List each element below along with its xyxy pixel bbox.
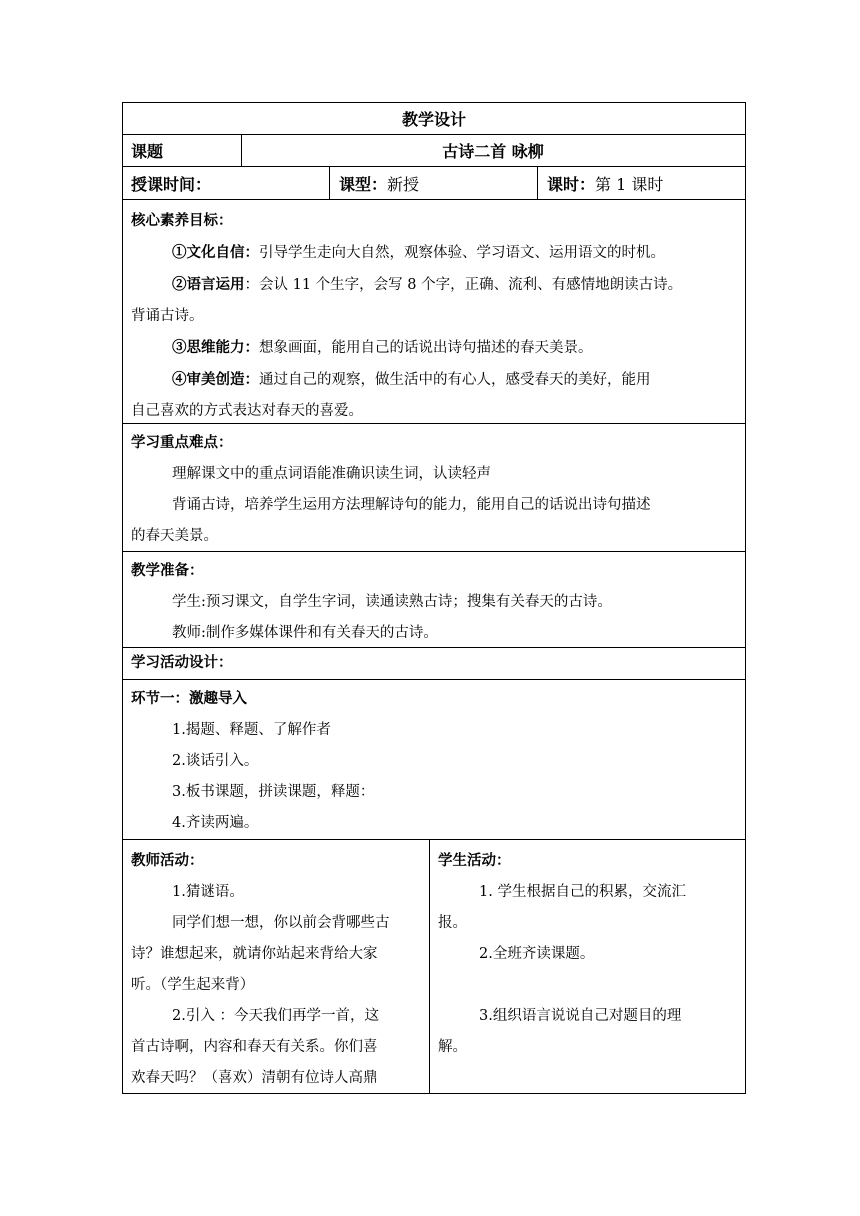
stage1-section xyxy=(123,680,745,840)
table-title: 教学设计 xyxy=(401,110,466,129)
key-points-heading: 学习重点难点： xyxy=(131,435,233,451)
teacher-activity-cell xyxy=(123,840,429,1093)
student-activity-line: 1. 学生根据自己的积累，交流汇 xyxy=(479,884,686,900)
preparation-section xyxy=(123,552,745,648)
student-activity-line: 解。 xyxy=(438,1039,467,1055)
goal-thinking: ③思维能力：想象画面，能用自己的话说出诗句描述的春天美景。 xyxy=(172,339,593,356)
teacher-activity-line: 听。（学生起来背） xyxy=(131,977,255,993)
goal-language-cont: 背诵古诗。 xyxy=(131,308,204,324)
period-label: 课时： xyxy=(547,174,596,194)
preparation-teacher: 教师:制作多媒体课件和有关春天的古诗。 xyxy=(172,625,438,641)
student-activity-cell xyxy=(430,840,745,1093)
topic-value: 古诗二首 咏柳 xyxy=(442,142,544,161)
student-activity-line: 报。 xyxy=(438,915,467,931)
teacher-activity-line: 1.猜谜语。 xyxy=(172,884,244,900)
period-value: 第 1 课时 xyxy=(595,174,664,194)
preparation-heading: 教学准备： xyxy=(131,563,204,579)
activity-design-row xyxy=(123,648,745,680)
lesson-plan-table xyxy=(122,102,746,1094)
table-title-row xyxy=(123,103,745,135)
teacher-activity-line: 2.引入 ：今天我们再学一首，这 xyxy=(172,1008,379,1024)
teacher-activity-heading: 教师活动： xyxy=(131,853,204,869)
type-value: 新授 xyxy=(387,174,420,194)
goal-language: ②语言运用：会认 11 个生字，会写 8 个字，正确、流利、有感情地朗读古诗。 xyxy=(172,276,683,293)
teacher-activity-line: 首古诗啊，内容和春天有关系。你们喜 xyxy=(131,1039,378,1055)
goals-section xyxy=(123,200,745,424)
type-label: 课型： xyxy=(339,174,388,194)
goal-culture: ①文化自信：引导学生走向大自然，观察体验、学习语文、运用语文的时机。 xyxy=(172,244,665,261)
key-point-2: 背诵古诗，培养学生运用方法理解诗句的能力，能用自己的话说出诗句描述 xyxy=(172,497,651,513)
student-activity-line: 2.全班齐读课题。 xyxy=(479,946,595,962)
stage1-step: 4.齐读两遍。 xyxy=(172,815,259,831)
teacher-activity-line: 欢春天吗？（喜欢）清朝有位诗人高鼎 xyxy=(131,1070,378,1086)
goal-aesthetic: ④审美创造：通过自己的观察，做生活中的有心人，感受春天的美好，能用 xyxy=(172,371,651,388)
key-point-1: 理解课文中的重点词语能准确识读生词，认读轻声 xyxy=(172,466,491,482)
time-label: 授课时间： xyxy=(131,174,212,194)
key-points-section xyxy=(123,424,745,552)
activities-row xyxy=(123,840,745,1093)
preparation-student: 学生:预习课文，自学生字词，读通读熟古诗；搜集有关春天的古诗。 xyxy=(172,594,612,610)
stage1-heading: 环节一：激趣导入 xyxy=(131,691,247,707)
topic-row xyxy=(123,135,745,167)
topic-label: 课题 xyxy=(131,142,164,161)
teacher-activity-line: 诗？谁想起来，就请你站起来背给大家 xyxy=(131,946,378,962)
stage1-step: 1.揭题、释题、了解作者 xyxy=(172,722,331,738)
student-activity-heading: 学生活动： xyxy=(438,853,511,869)
teacher-activity-line: 同学们想一想，你以前会背哪些古 xyxy=(172,915,390,931)
key-point-2-cont: 的春天美景。 xyxy=(131,528,218,544)
goal-aesthetic-cont: 自己喜欢的方式表达对春天的喜爱。 xyxy=(131,403,363,419)
activity-design-heading: 学习活动设计： xyxy=(131,655,233,671)
stage1-step: 2.谈话引入。 xyxy=(172,753,259,769)
meta-row xyxy=(123,167,745,200)
student-activity-line: 3.组织语言说说自己对题目的理 xyxy=(479,1008,682,1024)
goals-heading: 核心素养目标： xyxy=(131,213,233,229)
stage1-step: 3.板书课题，拼读课题，释题： xyxy=(172,784,375,800)
